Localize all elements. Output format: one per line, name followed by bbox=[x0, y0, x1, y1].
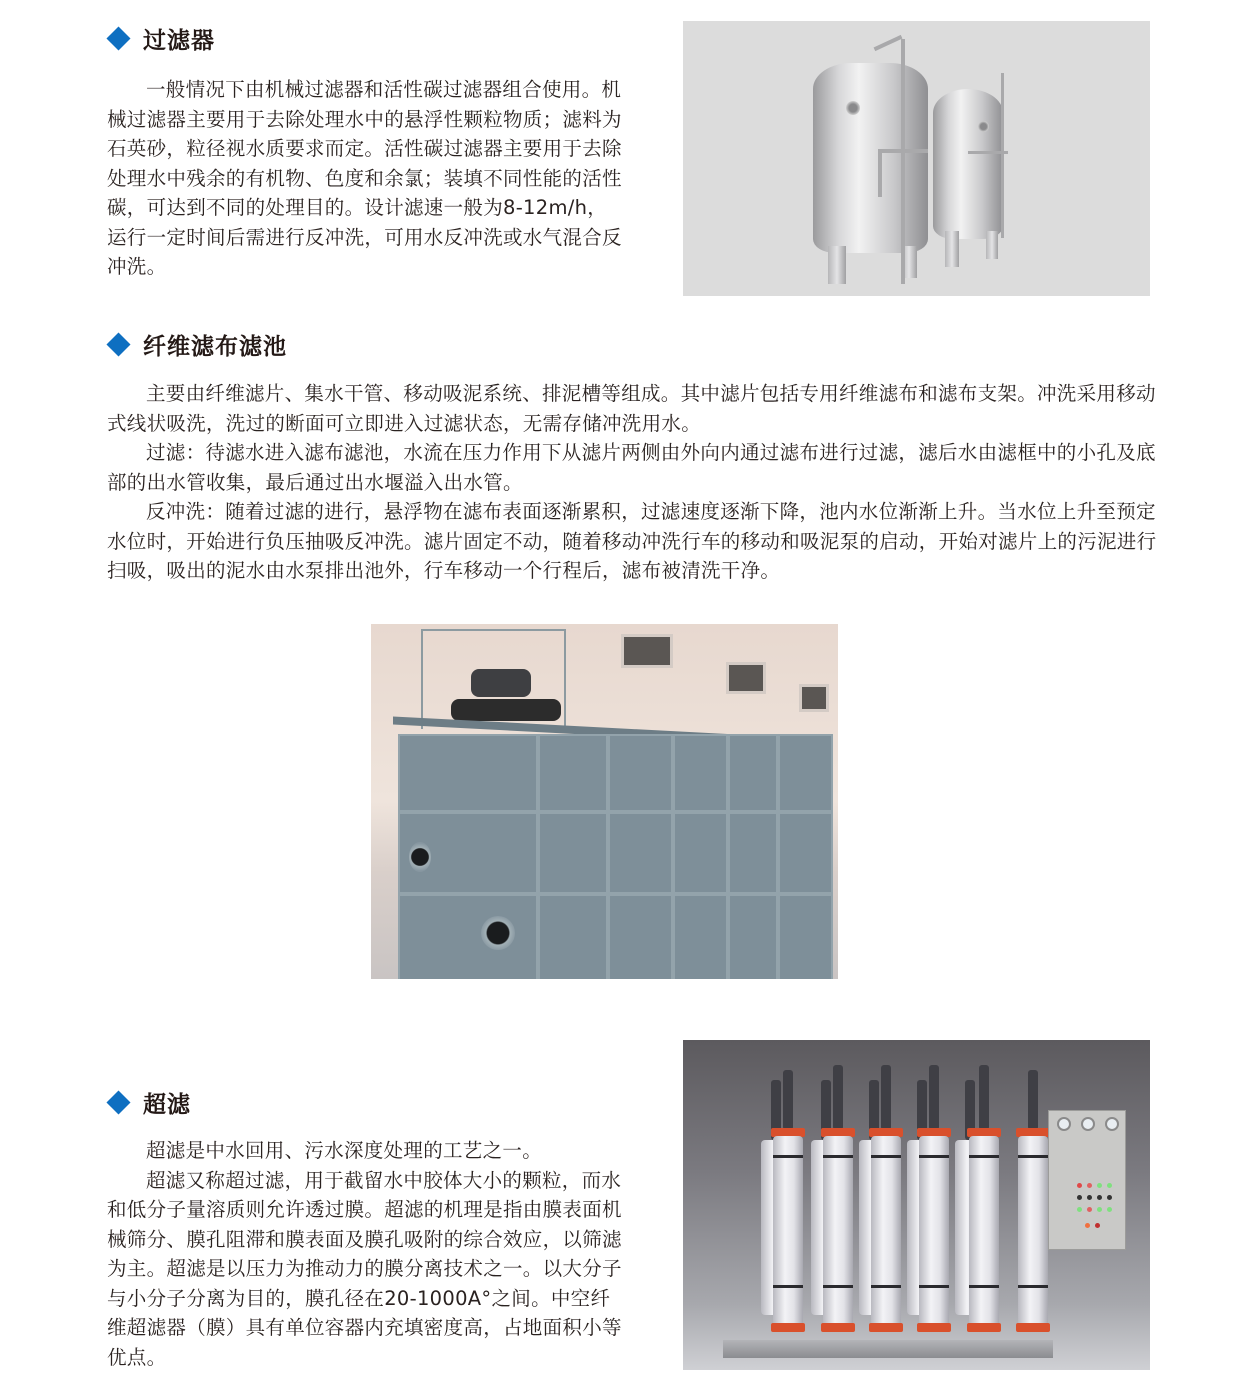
section-heading-fiber-cloth-filter bbox=[104, 328, 287, 361]
section-title: 过滤器 bbox=[143, 28, 215, 54]
filter-tanks-photo bbox=[683, 21, 1150, 296]
paragraph: 反冲洗：随着过滤的进行，悬浮物在滤布表面逐渐累积，过滤速度逐渐下降，池内水位渐渐上升。当水位上升至预定水位时，开始进行负压抽吸反冲洗。滤片固定不动，随着移动冲洗行车的移动和吸泥泵的启动，开始对滤片上的污泥进行扫吸，吸出的泥水由水泵排出池外，行车移动一个行程后，滤布被清洗干净。 bbox=[107, 500, 1157, 582]
section-heading-filter bbox=[104, 22, 215, 55]
paragraph: 超滤又称超过滤，用于截留水中胶体大小的颗粒，而水和低分子量溶质则允许透过膜。超滤的机理是指由膜表面机械筛分、膜孔阻滞和膜表面及膜孔吸附的综合效应，以筛滤为主。超滤是以压力为推动力的膜分离技术之一。以大分子与小分子分离为目的，膜孔径在20-1000A°之间。中空纤维超滤器（膜）具有单位容器内充填密度高，占地面积小等优点。 bbox=[107, 1168, 622, 1369]
diamond-bullet-icon bbox=[106, 26, 130, 50]
control-cabinet bbox=[1048, 1110, 1126, 1250]
diamond-bullet-icon bbox=[106, 1090, 130, 1114]
section-title: 纤维滤布滤池 bbox=[143, 334, 287, 360]
section-body-fiber-cloth-filter bbox=[107, 379, 1157, 586]
paragraph: 超滤是中水回用、污水深度处理的工艺之一。 bbox=[146, 1139, 543, 1162]
paragraph: 一般情况下由机械过滤器和活性碳过滤器组合使用。机械过滤器主要用于去除处理水中的悬浮性颗粒物质；滤料为石英砂，粒径视水质要求而定。活性碳过滤器主要用于去除处理水中残余的有机物、色度和余氯；装填不同性能的活性碳，可达到不同的处理目的。设计滤速一般为8-12m/h，运行一定时间后需进行反冲洗，可用水反冲洗或水气混合反冲洗。 bbox=[107, 78, 622, 278]
section-heading-ultrafiltration bbox=[104, 1086, 191, 1119]
section-body-filter bbox=[107, 75, 622, 282]
ultrafiltration-unit-photo bbox=[683, 1040, 1150, 1370]
diamond-bullet-icon bbox=[106, 332, 130, 356]
section-title: 超滤 bbox=[143, 1092, 191, 1118]
fiber-filter-box-photo bbox=[371, 624, 838, 979]
section-body-ultrafiltration bbox=[107, 1136, 622, 1372]
paragraph: 主要由纤维滤片、集水干管、移动吸泥系统、排泥槽等组成。其中滤片包括专用纤维滤布和滤布支架。冲洗采用移动式线状吸洗，洗过的断面可立即进入过滤状态，无需存储冲洗用水。 bbox=[107, 382, 1156, 435]
paragraph: 过滤：待滤水进入滤布滤池，水流在压力作用下从滤片两侧由外向内通过滤布进行过滤，滤后水由滤框中的小孔及底部的出水管收集，最后通过出水堰溢入出水管。 bbox=[107, 441, 1156, 494]
